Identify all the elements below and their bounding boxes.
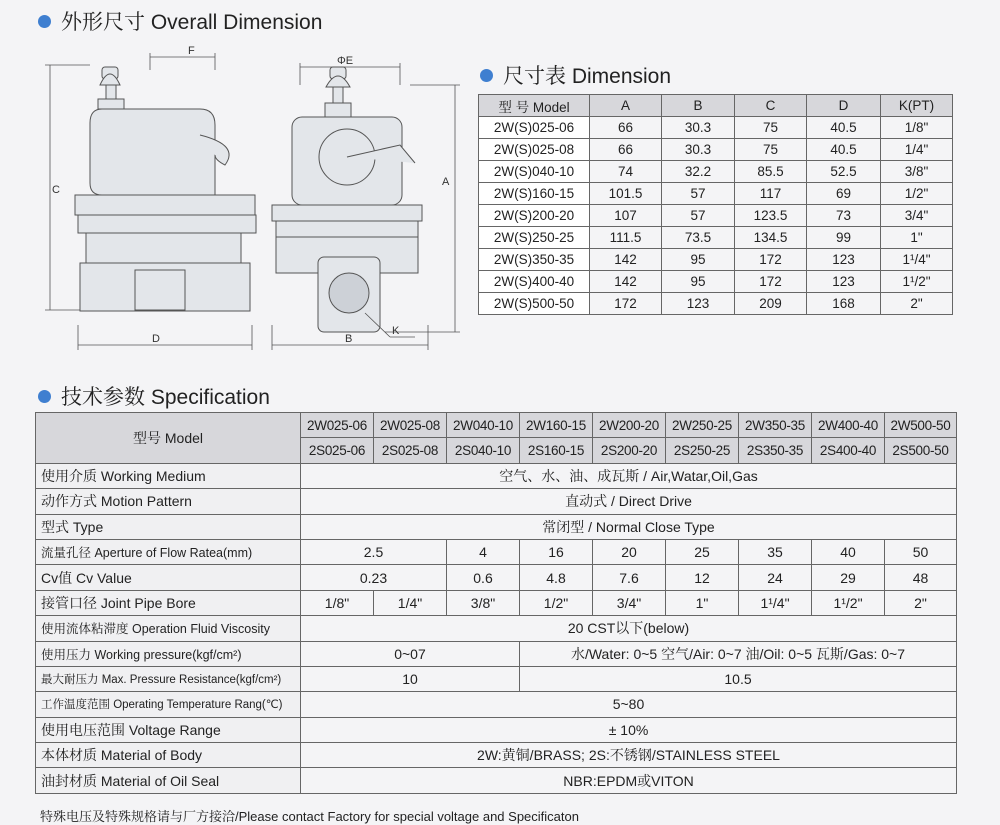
aperture-value: 16 xyxy=(520,539,593,564)
value-cell: 85.5 xyxy=(735,161,807,183)
motion-row xyxy=(36,489,957,514)
max-pressure-row xyxy=(36,666,957,691)
value-cell: 57 xyxy=(662,205,735,227)
overall-dimension-title: 外形尺寸 Overall Dimension xyxy=(38,6,322,36)
model-cell: 2S040-10 xyxy=(447,438,520,463)
value-cell: 172 xyxy=(590,293,662,315)
cv-value: 24 xyxy=(739,565,812,590)
bore-value: 3/4" xyxy=(593,590,666,615)
dimension-row xyxy=(479,293,953,315)
value-cell: 1¹/2" xyxy=(881,271,953,293)
cv-value: 7.6 xyxy=(593,565,666,590)
aperture-value: 40 xyxy=(812,539,885,564)
model-cell: 2W350-35 xyxy=(739,413,812,438)
body-value: 2W:黄铜/BRASS; 2S:不锈钢/STAINLESS STEEL xyxy=(301,743,957,768)
bore-value: 1/4" xyxy=(374,590,447,615)
bore-value: 1/2" xyxy=(520,590,593,615)
type-label: 型式 Type xyxy=(36,514,301,539)
col-header: A xyxy=(590,95,662,117)
bore-value: 1¹/4" xyxy=(739,590,812,615)
model-cell: 2S500-50 xyxy=(885,438,957,463)
aperture-value: 25 xyxy=(666,539,739,564)
value-cell: 99 xyxy=(807,227,881,249)
aperture-row xyxy=(36,539,957,564)
dimension-table xyxy=(478,94,953,315)
body-label: 本体材质 Material of Body xyxy=(36,743,301,768)
viscosity-value: 20 CST以下(below) xyxy=(301,616,957,641)
value-cell: 123 xyxy=(807,271,881,293)
type-row xyxy=(36,514,957,539)
model-cell: 2W500-50 xyxy=(885,413,957,438)
value-cell: 57 xyxy=(662,183,735,205)
model-cell: 2W200-20 xyxy=(593,413,666,438)
cv-label: Cv值 Cv Value xyxy=(36,565,301,590)
dimension-row xyxy=(479,249,953,271)
seal-row xyxy=(36,768,957,793)
label-K: K xyxy=(392,325,400,337)
value-cell: 1/4" xyxy=(881,139,953,161)
voltage-row xyxy=(36,717,957,742)
cv-value: 29 xyxy=(812,565,885,590)
footnote: 特殊电压及特殊规格请与厂方接洽/Please contact Factory for special voltage and Specificaton xyxy=(40,809,579,824)
viscosity-row xyxy=(36,616,957,641)
model-cell: 2S200-20 xyxy=(593,438,666,463)
bullet-icon xyxy=(38,390,51,403)
model-cell: 2W250-25 xyxy=(666,413,739,438)
col-header: D xyxy=(807,95,881,117)
model-cell: 2W025-08 xyxy=(374,413,447,438)
value-cell: 52.5 xyxy=(807,161,881,183)
cv-value: 48 xyxy=(885,565,957,590)
value-cell: 73 xyxy=(807,205,881,227)
model-cell: 2W040-10 xyxy=(447,413,520,438)
value-cell: 117 xyxy=(735,183,807,205)
value-cell: 74 xyxy=(590,161,662,183)
cv-row xyxy=(36,565,957,590)
label-D: D xyxy=(152,333,160,345)
temperature-value: 5~80 xyxy=(301,692,957,717)
pressure-row xyxy=(36,641,957,666)
aperture-value: 35 xyxy=(739,539,812,564)
bore-value: 1¹/2" xyxy=(812,590,885,615)
value-cell: 73.5 xyxy=(662,227,735,249)
model-cell: 2W400-40 xyxy=(812,413,885,438)
pressure-value: 0~07 xyxy=(301,641,520,666)
aperture-value: 20 xyxy=(593,539,666,564)
label-C: C xyxy=(52,184,60,196)
model-cell: 2S025-06 xyxy=(301,438,374,463)
value-cell: 142 xyxy=(590,249,662,271)
model-cell: 2W(S)200-20 xyxy=(479,205,590,227)
value-cell: 75 xyxy=(735,139,807,161)
value-cell: 3/8" xyxy=(881,161,953,183)
spec-table xyxy=(35,412,957,794)
dimension-row xyxy=(479,205,953,227)
model-cell: 2W160-15 xyxy=(520,413,593,438)
dimension-header-row xyxy=(479,95,953,117)
dimension-row xyxy=(479,139,953,161)
motion-value: 直动式 / Direct Drive xyxy=(301,489,957,514)
label-A: A xyxy=(442,176,450,188)
bore-value: 1/8" xyxy=(301,590,374,615)
model-cell: 2S160-15 xyxy=(520,438,593,463)
col-header: 型 号 Model xyxy=(479,95,590,117)
value-cell: 142 xyxy=(590,271,662,293)
value-cell: 66 xyxy=(590,139,662,161)
col-header: B xyxy=(662,95,735,117)
aperture-value: 50 xyxy=(885,539,957,564)
aperture-value: 4 xyxy=(447,539,520,564)
value-cell: 101.5 xyxy=(590,183,662,205)
model-cell: 2W(S)025-06 xyxy=(479,117,590,139)
value-cell: 66 xyxy=(590,117,662,139)
label-F: F xyxy=(188,45,195,57)
value-cell: 40.5 xyxy=(807,139,881,161)
viscosity-label: 使用流体粘滞度 Operation Fluid Viscosity xyxy=(36,616,301,641)
temperature-label: 工作温度范围 Operating Temperature Rang(℃) xyxy=(36,692,301,717)
bore-row xyxy=(36,590,957,615)
model-cell: 2W(S)350-35 xyxy=(479,249,590,271)
value-cell: 123 xyxy=(807,249,881,271)
col-header: C xyxy=(735,95,807,117)
value-cell: 1/2" xyxy=(881,183,953,205)
value-cell: 134.5 xyxy=(735,227,807,249)
model-cell: 2W(S)250-25 xyxy=(479,227,590,249)
max-pressure-label: 最大耐压力 Max. Pressure Resistance(kgf/cm²) xyxy=(36,666,301,691)
value-cell: 3/4" xyxy=(881,205,953,227)
spec-title: 技术参数 Specification xyxy=(38,381,270,411)
dimension-row xyxy=(479,161,953,183)
dimension-title: 尺寸表 Dimension xyxy=(480,60,671,90)
body-row xyxy=(36,743,957,768)
value-cell: 1" xyxy=(881,227,953,249)
dimension-row xyxy=(479,183,953,205)
value-cell: 95 xyxy=(662,271,735,293)
bore-label: 接管口径 Joint Pipe Bore xyxy=(36,590,301,615)
model-cell: 2W(S)160-15 xyxy=(479,183,590,205)
value-cell: 1/8" xyxy=(881,117,953,139)
model-cell: 2S400-40 xyxy=(812,438,885,463)
value-cell: 123.5 xyxy=(735,205,807,227)
dimension-body xyxy=(479,117,953,315)
bore-value: 2" xyxy=(885,590,957,615)
seal-value: NBR:EPDM或VITON xyxy=(301,768,957,793)
model-cell: 2W(S)400-40 xyxy=(479,271,590,293)
value-cell: 111.5 xyxy=(590,227,662,249)
pressure-label: 使用压力 Working pressure(kgf/cm²) xyxy=(36,641,301,666)
model-cell: 2W(S)040-10 xyxy=(479,161,590,183)
col-header: K(PT) xyxy=(881,95,953,117)
value-cell: 30.3 xyxy=(662,117,735,139)
cv-value: 12 xyxy=(666,565,739,590)
aperture-label: 流量孔径 Aperture of Flow Ratea(mm) xyxy=(36,539,301,564)
value-cell: 123 xyxy=(662,293,735,315)
model-cell: 2S025-08 xyxy=(374,438,447,463)
value-cell: 172 xyxy=(735,271,807,293)
cv-value: 0.23 xyxy=(301,565,447,590)
model-2w-row xyxy=(36,413,957,438)
model-label: 型号 Model xyxy=(36,413,301,464)
dimension-row xyxy=(479,227,953,249)
pressure-value: 水/Water: 0~5 空气/Air: 0~7 油/Oil: 0~5 瓦斯/Gas: 0~7 xyxy=(520,641,957,666)
seal-label: 油封材质 Material of Oil Seal xyxy=(36,768,301,793)
max-pressure-value: 10 xyxy=(301,666,520,691)
cv-value: 4.8 xyxy=(520,565,593,590)
bore-value: 3/8" xyxy=(447,590,520,615)
cv-value: 0.6 xyxy=(447,565,520,590)
value-cell: 32.2 xyxy=(662,161,735,183)
value-cell: 2" xyxy=(881,293,953,315)
bullet-icon xyxy=(38,15,51,28)
label-phiE: ΦE xyxy=(337,55,354,67)
medium-row xyxy=(36,463,957,488)
dimension-row xyxy=(479,117,953,139)
label-B: B xyxy=(345,333,353,345)
temperature-row xyxy=(36,692,957,717)
bore-value: 1" xyxy=(666,590,739,615)
model-cell: 2S250-25 xyxy=(666,438,739,463)
value-cell: 107 xyxy=(590,205,662,227)
model-cell: 2W(S)025-08 xyxy=(479,139,590,161)
medium-value: 空气、水、油、成瓦斯 / Air,Watar,Oil,Gas xyxy=(301,463,957,488)
value-cell: 168 xyxy=(807,293,881,315)
value-cell: 40.5 xyxy=(807,117,881,139)
bullet-icon xyxy=(480,69,493,82)
value-cell: 172 xyxy=(735,249,807,271)
motion-label: 动作方式 Motion Pattern xyxy=(36,489,301,514)
valve-drawing xyxy=(40,45,460,355)
dimension-row xyxy=(479,271,953,293)
value-cell: 75 xyxy=(735,117,807,139)
model-cell: 2S350-35 xyxy=(739,438,812,463)
value-cell: 95 xyxy=(662,249,735,271)
value-cell: 30.3 xyxy=(662,139,735,161)
value-cell: 209 xyxy=(735,293,807,315)
max-pressure-value: 10.5 xyxy=(520,666,957,691)
value-cell: 1¹/4" xyxy=(881,249,953,271)
value-cell: 69 xyxy=(807,183,881,205)
model-cell: 2W(S)500-50 xyxy=(479,293,590,315)
type-value: 常闭型 / Normal Close Type xyxy=(301,514,957,539)
aperture-value: 2.5 xyxy=(301,539,447,564)
model-cell: 2W025-06 xyxy=(301,413,374,438)
medium-label: 使用介质 Working Medium xyxy=(36,463,301,488)
voltage-label: 使用电压范围 Voltage Range xyxy=(36,717,301,742)
voltage-value: ± 10% xyxy=(301,717,957,742)
